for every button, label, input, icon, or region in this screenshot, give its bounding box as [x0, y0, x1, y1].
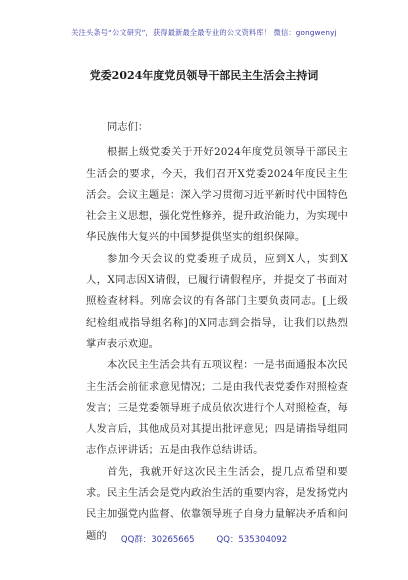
paragraph-4: 首先，我就开好这次民主生活会，提几点希望和要求。民主生活会是党内政治生活的重要内容，是发扬党内民主加强党内监督、依靠领导班子自身力量解决矛盾和问题的 [86, 465, 348, 542]
paragraph-2: 参加今天会议的党委班子成员，应到X人，实到X人，X同志因X请假，已履行请假程序，并提交了书面对照检查材料。列席会议的有各部门主要负责同志。[上级纪检组戒指导组名称]的X同志到会指导，让我们以热烈掌声表示欢迎。 [86, 252, 348, 350]
document-title: 党委2024年度党员领导干部民主生活会主持词 [89, 69, 319, 82]
paragraph-1: 根据上级党委关于开好2024年度党员领导干部民主生活会的要求，今天，我们召开X党委2024年度民主生活会。会议主题是：深入学习贯彻习近平新时代中国特色社会主义思想，强化党性修养，提升政治能力，为实现中华民族伟大复兴的中国梦提供坚实的组织保障。 [86, 146, 348, 244]
footer-qq-group: QQ群：30265665 [120, 535, 195, 545]
header-banner: 关注头条号“公文研究”，获得最新最全最专业的公文资料库！ 微信：gongwenyj [71, 28, 337, 37]
paragraph-3: 本次民主生活会共有五项议程：一是书面通报本次民主生活会前征求意见情况；二是由我代表党委作对照检查发言；三是党委领导班子成员依次进行个人对照检查，每人发言后，其他成员对其提出批评意见；四是请指导组同志作点评讲话；五是由我作总结讲话。 [86, 359, 348, 457]
salutation: 同志们： [107, 121, 149, 133]
document-body [86, 117, 348, 547]
footer-contact [0, 533, 408, 545]
footer-qq: QQ：535304092 [216, 535, 288, 545]
